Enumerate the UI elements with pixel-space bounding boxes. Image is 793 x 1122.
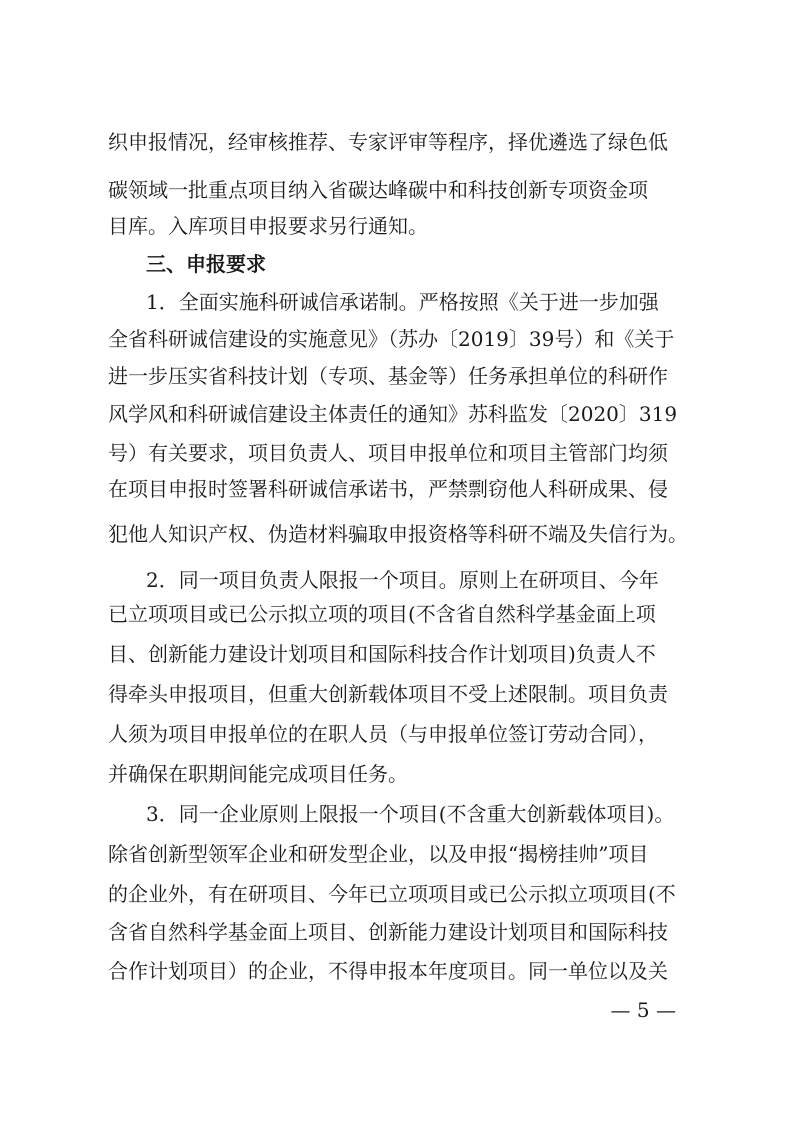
paragraph-line: 2．同一项目负责人限报一个项目。原则上在研项目、今年 xyxy=(146,568,659,592)
paragraph-line: 已立项项目或已公示拟立项的项目(不含省自然科学基金面上项 xyxy=(108,602,656,626)
paragraph-line: 犯他人知识产权、伪造材料骗取申报资格等科研不端及失信行为。 xyxy=(108,522,688,546)
paragraph-line: 风学风和科研诚信建设主体责任的通知》苏科监发〔2020〕319 xyxy=(108,402,678,426)
page-number: — 5 — xyxy=(610,998,676,1022)
paragraph-line: 含省自然科学基金面上项目、创新能力建设计划项目和国际科技 xyxy=(108,920,668,944)
paragraph-line: 1．全面实施科研诚信承诺制。严格按照《关于进一步加强 xyxy=(146,290,659,314)
paragraph-line: 3．同一企业原则上限报一个项目(不含重大创新载体项目)。 xyxy=(146,802,675,826)
paragraph-line: 除省创新型领军企业和研发型企业，以及申报“揭榜挂帅”项目 xyxy=(108,842,649,866)
paragraph-line: 在项目申报时签署科研诚信承诺书，严禁剽窃他人科研成果、侵 xyxy=(108,477,668,501)
paragraph-line: 进一步压实省科技计划（专项、基金等）任务承担单位的科研作 xyxy=(108,364,668,388)
paragraph-line: 合作计划项目）的企业，不得申报本年度项目。同一单位以及关 xyxy=(108,959,668,983)
paragraph-line: 目库。入库项目申报要求另行通知。 xyxy=(108,214,428,238)
section-heading: 三、申报要求 xyxy=(146,252,266,276)
paragraph-line: 得牵头申报项目，但重大创新载体项目不受上述限制。项目负责 xyxy=(108,682,668,706)
paragraph-line: 全省科研诚信建设的实施意见》（苏办〔2019〕39号）和《关于 xyxy=(108,327,675,351)
paragraph-line: 的企业外，有在研项目、今年已立项项目或已公示拟立项项目(不 xyxy=(108,882,676,906)
paragraph-line: 号）有关要求，项目负责人、项目申报单位和项目主管部门均须 xyxy=(108,441,668,465)
paragraph-line: 织申报情况，经审核推荐、专家评审等程序，择优遴选了绿色低 xyxy=(108,130,668,154)
paragraph-line: 并确保在职期间能完成项目任务。 xyxy=(108,762,408,786)
paragraph-line: 碳领域一批重点项目纳入省碳达峰碳中和科技创新专项资金项 xyxy=(108,178,648,202)
paragraph-line: 人须为项目申报单位的在职人员（与申报单位签订劳动合同）， xyxy=(108,722,658,746)
paragraph-line: 目、创新能力建设计划项目和国际科技合作计划项目)负责人不 xyxy=(108,642,656,666)
